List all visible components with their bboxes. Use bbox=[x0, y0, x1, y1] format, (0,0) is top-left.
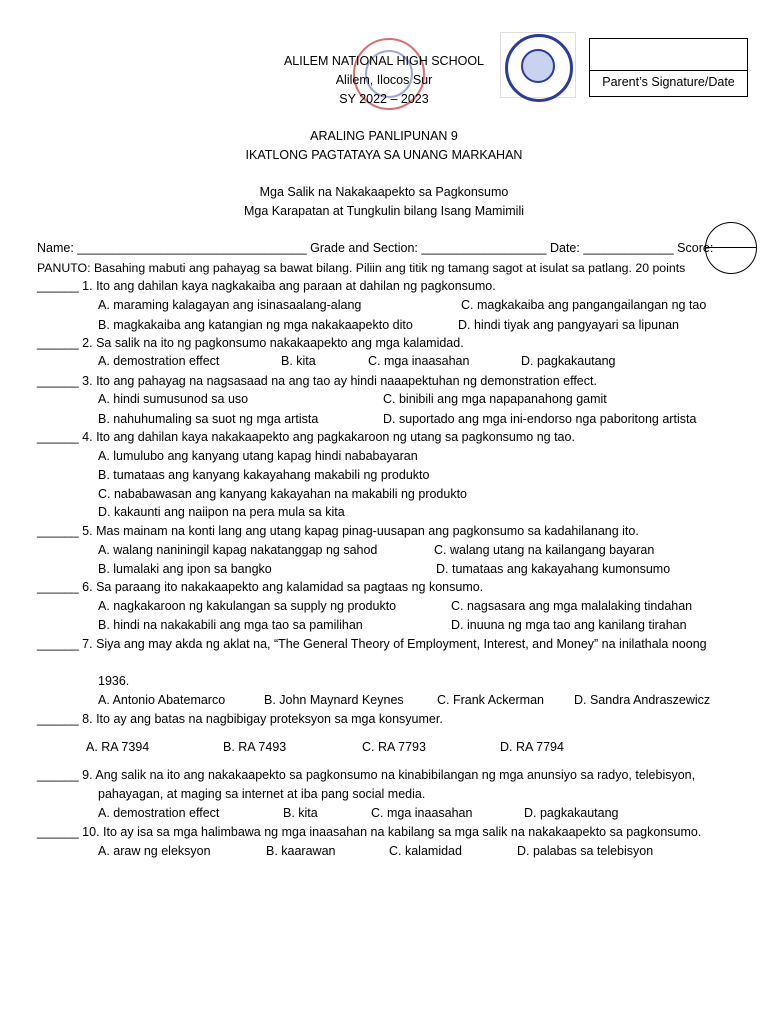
topic-title-1: Mga Salik na Nakakaapekto sa Pagkonsumo bbox=[259, 185, 509, 199]
choice-6b: B. hindi na nakakabili ang mga tao sa pamilihan bbox=[98, 618, 363, 632]
choice-5b: B. lumalaki ang ipon sa bangko bbox=[98, 562, 272, 576]
choice-10d: D. palabas sa telebisyon bbox=[517, 844, 654, 858]
choice-1a: A. maraming kalagayan ang isinasaalang-alang bbox=[98, 298, 362, 312]
choice-10a: A. araw ng eleksyon bbox=[98, 844, 211, 858]
question-8: ______ 8. Ito ay ang batas na nagbibigay proteksyon sa mga konsyumer. bbox=[37, 712, 443, 726]
choice-2b: B. kita bbox=[281, 354, 316, 368]
question-7-cont: 1936. bbox=[98, 674, 130, 688]
choice-4b: B. tumataas ang kanyang kakayahang makabili ng produkto bbox=[98, 468, 430, 482]
question-6: ______ 6. Sa paraang ito nakakaapekto ang kalamidad sa pagtaas ng konsumo. bbox=[37, 580, 484, 594]
choice-8d: D. RA 7794 bbox=[500, 740, 564, 754]
choice-8c: C. RA 7793 bbox=[362, 740, 426, 754]
choice-10c: C. kalamidad bbox=[389, 844, 462, 858]
question-4: ______ 4. Ito ang dahilan kaya nakakaapekto ang pagkakaroon ng utang sa pagkonsumo ng tao. bbox=[37, 430, 575, 444]
choice-3c: C. binibili ang mga napapanahong gamit bbox=[383, 392, 607, 406]
school-location: Alilem, Ilocos Sur bbox=[335, 73, 433, 87]
choice-4a: A. lumulubo ang kanyang utang kapag hindi nababayaran bbox=[98, 449, 418, 463]
choice-2a: A. demostration effect bbox=[98, 354, 220, 368]
student-info-line: Name: _________________________________ Grade and Section: __________________ Date: _____________ Score: bbox=[37, 241, 714, 255]
choice-5c: C. walang utang na kailangang bayaran bbox=[434, 543, 655, 557]
choice-8b: B. RA 7493 bbox=[223, 740, 287, 754]
choice-5d: D. tumataas ang kakayahang kumonsumo bbox=[436, 562, 671, 576]
question-3: ______ 3. Ito ang pahayag na nagsasaad na ang tao ay hindi naaapektuhan ng demonstration effect. bbox=[37, 374, 597, 388]
question-9: ______ 9. Ang salik na ito ang nakakaapekto sa pagkonsumo na kinabibilangan ng mga anunsiyo sa radyo, telebisyon, bbox=[37, 768, 696, 782]
question-9-cont: pahayagan, at maging sa internet at iba pang social media. bbox=[98, 787, 426, 801]
choice-7b: B. John Maynard Keynes bbox=[264, 693, 404, 707]
choice-2d: D. pagkakautang bbox=[521, 354, 616, 368]
choice-8a: A. RA 7394 bbox=[86, 740, 150, 754]
choice-3b: B. nahuhumaling sa suot ng mga artista bbox=[98, 412, 319, 426]
choice-7a: A. Antonio Abatemarco bbox=[98, 693, 226, 707]
question-10: ______ 10. Ito ay isa sa mga halimbawa ng mga inaasahan na kabilang sa mga salik na nakakaapekto sa pagkonsumo. bbox=[37, 825, 702, 839]
choice-1c: C. magkakaiba ang pangangailangan ng tao bbox=[461, 298, 707, 312]
school-year: SY 2022 – 2023 bbox=[339, 92, 429, 106]
choice-3a: A. hindi sumusunod sa uso bbox=[98, 392, 249, 406]
question-1: ______ 1. Ito ang dahilan kaya nagkakaiba ang paraan at dahilan ng pagkonsumo. bbox=[37, 279, 496, 293]
choice-7d: D. Sandra Andraszewicz bbox=[574, 693, 711, 707]
school-name: ALILEM NATIONAL HIGH SCHOOL bbox=[283, 54, 485, 68]
choice-9d: D. pagkakautang bbox=[524, 806, 619, 820]
choice-7c: C. Frank Ackerman bbox=[437, 693, 544, 707]
choice-6a: A. nagkakaroon ng kakulangan sa supply ng produkto bbox=[98, 599, 397, 613]
question-2: ______ 2. Sa salik na ito ng pagkonsumo nakakaapekto ang mga kalamidad. bbox=[37, 336, 464, 350]
choice-2c: C. mga inaasahan bbox=[368, 354, 470, 368]
signature-label: Parent’s Signature/Date bbox=[602, 75, 735, 89]
question-5: ______ 5. Mas mainam na konti lang ang utang kapag pinag-uusapan ang pagkonsumo sa kadahilanang ito. bbox=[37, 524, 639, 538]
exam-title: IKATLONG PAGTATAYA SA UNANG MARKAHAN bbox=[245, 148, 523, 162]
score-circle bbox=[705, 222, 757, 274]
subject-title: ARALING PANLIPUNAN 9 bbox=[310, 129, 458, 143]
choice-9c: C. mga inaasahan bbox=[371, 806, 473, 820]
choice-5a: A. walang naniningil kapag nakatanggap ng sahod bbox=[98, 543, 378, 557]
choice-4c: C. nababawasan ang kanyang kakayahan na makabili ng produkto bbox=[98, 487, 468, 501]
choice-3d: D. suportado ang mga ini-endorso nga paboritong artista bbox=[383, 412, 697, 426]
topic-title-2: Mga Karapatan at Tungkulin bilang Isang Mamimili bbox=[243, 204, 524, 218]
directions: PANUTO: Basahing mabuti ang pahayag sa bawat bilang. Piliin ang titik ng tamang sagot at isulat sa patlang. 20 points bbox=[37, 261, 686, 275]
choice-1b: B. magkakaiba ang katangian ng mga nakakaapekto dito bbox=[98, 318, 413, 332]
choice-4d: D. kakaunti ang naiipon na pera mula sa kita bbox=[98, 505, 345, 519]
choice-10b: B. kaarawan bbox=[266, 844, 336, 858]
choice-1d: D. hindi tiyak ang pangyayari sa lipunan bbox=[458, 318, 679, 332]
choice-9b: B. kita bbox=[283, 806, 318, 820]
choice-6c: C. nagsasara ang mga malalaking tindahan bbox=[451, 599, 693, 613]
choice-9a: A. demostration effect bbox=[98, 806, 220, 820]
question-7: ______ 7. Siya ang may akda ng aklat na, “The General Theory of Employment, Interest, and Money” na inilathala noong bbox=[37, 637, 707, 651]
choice-6d: D. inuuna ng mga tao ang kanilang tirahan bbox=[451, 618, 687, 632]
